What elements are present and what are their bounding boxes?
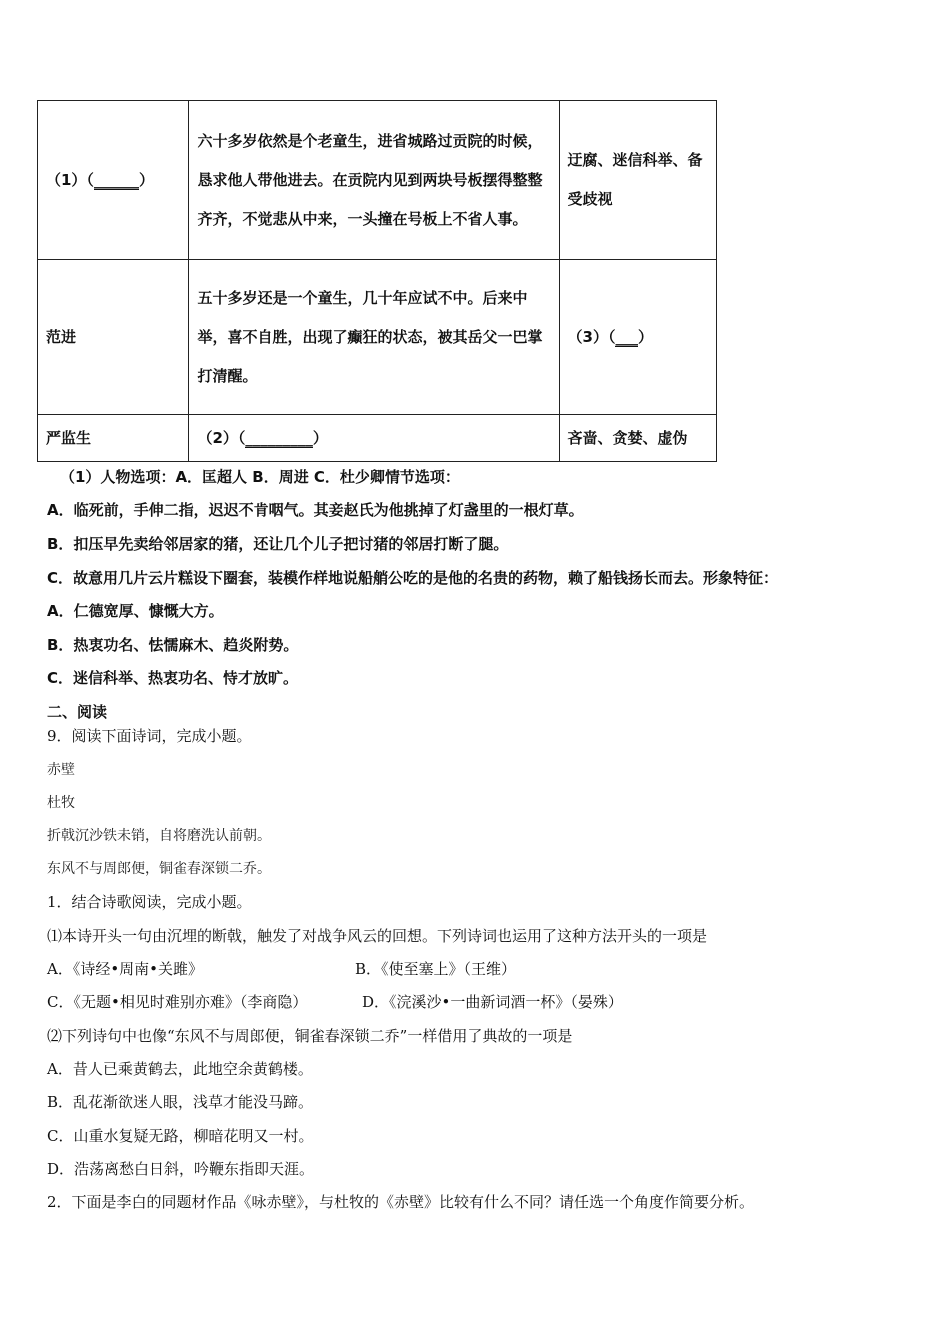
choice-d: D．浩荡离愁白日斜，吟鞭东指即天涯。 bbox=[47, 1160, 315, 1178]
poem-line: 东风不与周郎便，铜雀春深锁二乔。 bbox=[47, 861, 271, 877]
trait-option-b: B．热衷功名、怯懦麻木、趋炎附势。 bbox=[47, 636, 299, 654]
question-2: 2．下面是李白的同题材作品《咏赤壁》，与杜牧的《赤壁》比较有什么不同？请任选一个角度作简要分析。 bbox=[47, 1193, 755, 1211]
story-cell: （2）（_________） bbox=[189, 415, 559, 462]
choice-d: D．《浣溪沙•一曲新词酒一杯》（晏殊） bbox=[362, 993, 623, 1011]
character-name-cell: 严监生 bbox=[38, 415, 189, 462]
sub-question-2: ⑵下列诗句中也像“东风不与周郎便，铜雀春深锁二乔”一样借用了典故的一项是 bbox=[47, 1027, 573, 1045]
table-row bbox=[38, 415, 717, 462]
question-1: 1．结合诗歌阅读，完成小题。 bbox=[47, 893, 252, 911]
poem-line: 折戟沉沙铁未销，自将磨洗认前朝。 bbox=[47, 828, 271, 844]
answer-blank[interactable]: _________ bbox=[245, 428, 313, 447]
section-heading: 二、阅读 bbox=[47, 703, 108, 721]
choice-b: B．《使至塞上》（王维） bbox=[355, 960, 517, 978]
story-cell: 六十多岁依然是个老童生，进省城路过贡院的时候，恳求他人带他进去。在贡院内见到两块号板摆得整整齐齐，不觉悲从中来，一头撞在号板上不省人事。 bbox=[189, 101, 559, 260]
choice-a: A．昔人已乘黄鹤去，此地空余黄鹤楼。 bbox=[47, 1060, 313, 1078]
table-row bbox=[38, 260, 717, 415]
character-name-cell: 范进 bbox=[38, 260, 189, 415]
answer-blank[interactable]: ______ bbox=[93, 170, 139, 189]
plot-option-c: C．故意用几片云片糕设下圈套，装模作样地说船艄公吃的是他的名贵的药物，赖了船钱扬长而去。形象特征： bbox=[47, 569, 779, 587]
choice-a: A．《诗经•周南•关雎》 bbox=[47, 960, 204, 978]
answer-blank[interactable]: ___ bbox=[615, 327, 638, 346]
trait-option-c: C．迷信科举、热衷功名、恃才放旷。 bbox=[47, 669, 299, 687]
trait-cell: 迂腐、迷信科举、备受歧视 bbox=[559, 101, 716, 260]
character-table bbox=[37, 100, 717, 462]
poem-author: 杜牧 bbox=[47, 795, 75, 811]
plot-option-b: B．扣压早先卖给邻居家的猪，还让几个儿子把讨猪的邻居打断了腿。 bbox=[47, 535, 509, 553]
trait-cell: 吝啬、贪婪、虚伪 bbox=[559, 415, 716, 462]
plot-option-a: A．临死前，手伸二指，迟迟不肯咽气。其妾赵氏为他挑掉了灯盏里的一根灯草。 bbox=[47, 501, 584, 519]
sub-question-1: ⑴本诗开头一句由沉埋的断戟，触发了对战争风云的回想。下列诗词也运用了这种方法开头的一项是 bbox=[47, 927, 708, 945]
character-name-cell: （1）（______） bbox=[38, 101, 189, 260]
choice-b: B．乱花渐欲迷人眼，浅草才能没马蹄。 bbox=[47, 1093, 314, 1111]
choice-c: C．山重水复疑无路，柳暗花明又一村。 bbox=[47, 1127, 314, 1145]
poem-title: 赤壁 bbox=[47, 762, 75, 778]
question-9: 9．阅读下面诗词，完成小题。 bbox=[47, 727, 252, 745]
trait-cell: （3）（___） bbox=[559, 260, 716, 415]
table-row bbox=[38, 101, 717, 260]
people-options: （1）人物选项：A．匡超人 B．周进 C．杜少卿情节选项： bbox=[60, 468, 460, 486]
trait-option-a: A．仁德宽厚、慷慨大方。 bbox=[47, 602, 224, 620]
choice-c: C．《无题•相见时难别亦难》（李商隐） bbox=[47, 993, 308, 1011]
story-cell: 五十多岁还是一个童生，几十年应试不中。后来中举，喜不自胜，出现了癫狂的状态，被其岳父一巴掌打清醒。 bbox=[189, 260, 559, 415]
